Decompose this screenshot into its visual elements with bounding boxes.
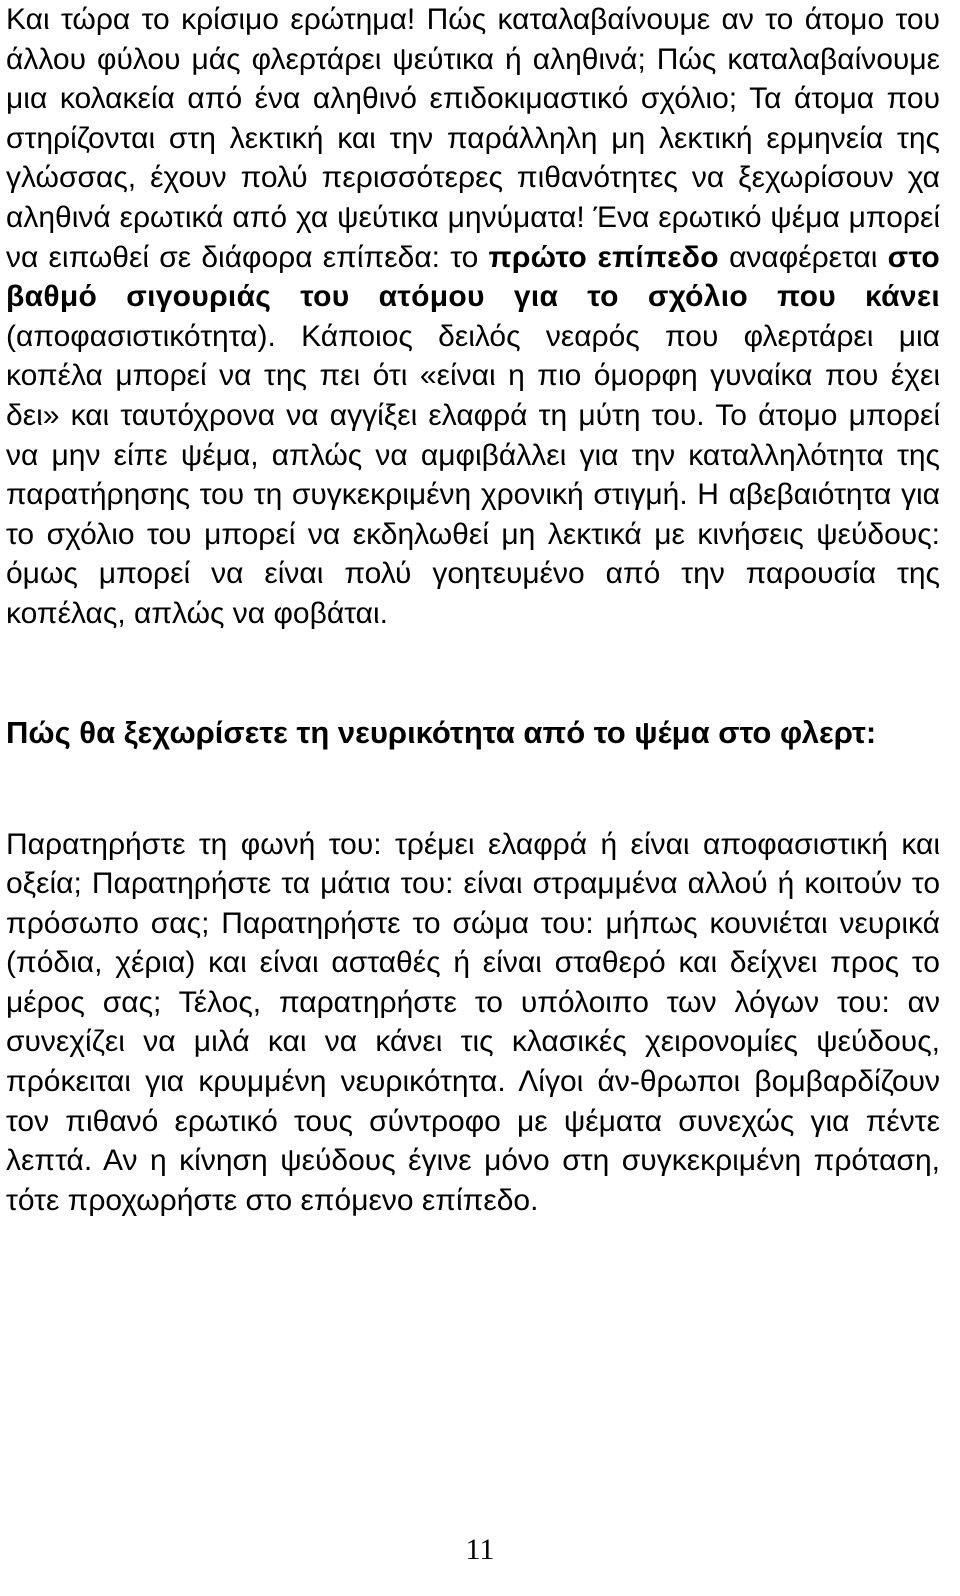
paragraph-1-text-end: (αποφασιστικότητα). Κάποιος δειλός νεαρός που φλερτάρει μια κοπέλα μπορεί να της πει ότι «είναι η πιο όμορφη γυναίκα που έχει δει» και ταυτόχρονα να αγγίξει ελαφρά τη μύτη του. Το άτομο μπορεί να μην είπε ψέμα, απλώς να αμφιβάλλει για την καταλληλότητα της παρατήρησης του τη συγκεκριμένη χρονική στιγμή. Η αβεβαιότητα για το σχόλιο του μπορεί να εκδηλωθεί μη λεκτικά με κινήσεις ψεύδους: όμως μπορεί να είναι πολύ γοητευμένο από την παρουσία της κοπέλας, απλώς να φοβάται. <box>6 319 940 630</box>
section-heading: Πώς θα ξεχωρίσετε τη νευρικότητα από το ψέμα στο φλερτ: <box>6 714 877 750</box>
body-paragraph-1 <box>6 0 940 634</box>
paragraph-1-text-start: Και τώρα το κρίσιμο ερώτημα! Πώς καταλαβαίνουμε αν το άτομο του άλλου φύλου μάς φλερτάρει ψεύτικα ή αληθινά; Πώς καταλαβαίνουμε μια κολακεία από ένα αληθινό επιδοκιμαστικό σχόλιο; Τα άτομα που στηρίζονται στη λεκτική και την παράλληλη μη λεκτική ερμηνεία της γλώσσας, έχουν πολύ περισσότερες πιθανότητες να ξεχωρίσουν χα αληθινά ερωτικά από χα ψεύτικα μηνύματα! Ένα ερωτικό ψέμα μπορεί να ειπωθεί σε διάφορα επίπεδα: το <box>6 3 940 274</box>
document-page <box>6 0 940 1220</box>
emphasis-first-level: πρώτο επίπεδο <box>488 240 719 274</box>
body-paragraph-2: Παρατηρήστε τη φωνή του: τρέμει ελαφρά ή είναι αποφασιστική και οξεία; Παρατηρήστε τα μάτια του: είναι στραμμένα αλλού ή κοιτούν το πρόσωπο σας; Παρατηρήστε το σώμα του: μήπως κουνιέται νευρικά (πόδια, χέρια) και είναι ασταθές ή είναι σταθερό και δείχνει προς το μέρος σας; Τέλος, παρατηρήστε το υπόλοιπο των λόγων του: αν συνεχίζει να μιλά και να κάνει τις κλασικές χειρονομίες ψεύδους, πρόκειται για κρυμμένη νευρικότητα. Λίγοι άν-θρωποι βομβαρδίζουν τον πιθανό ερωτικό τους σύντροφο με ψέματα συνεχώς για πέντε λεπτά. Αν η κίνηση ψεύδους έγινε μόνο στη συγκεκριμένη πρόταση, τότε προχωρήστε στο επόμενο επίπεδο. <box>6 827 940 1217</box>
paragraph-1-text-middle: αναφέρεται <box>729 240 878 274</box>
emphasis-certainty-degree: στο βαθμό σιγουριάς του ατόμου για το σχόλιο που κάνει <box>6 240 940 314</box>
page-number: 11 <box>465 1533 495 1566</box>
